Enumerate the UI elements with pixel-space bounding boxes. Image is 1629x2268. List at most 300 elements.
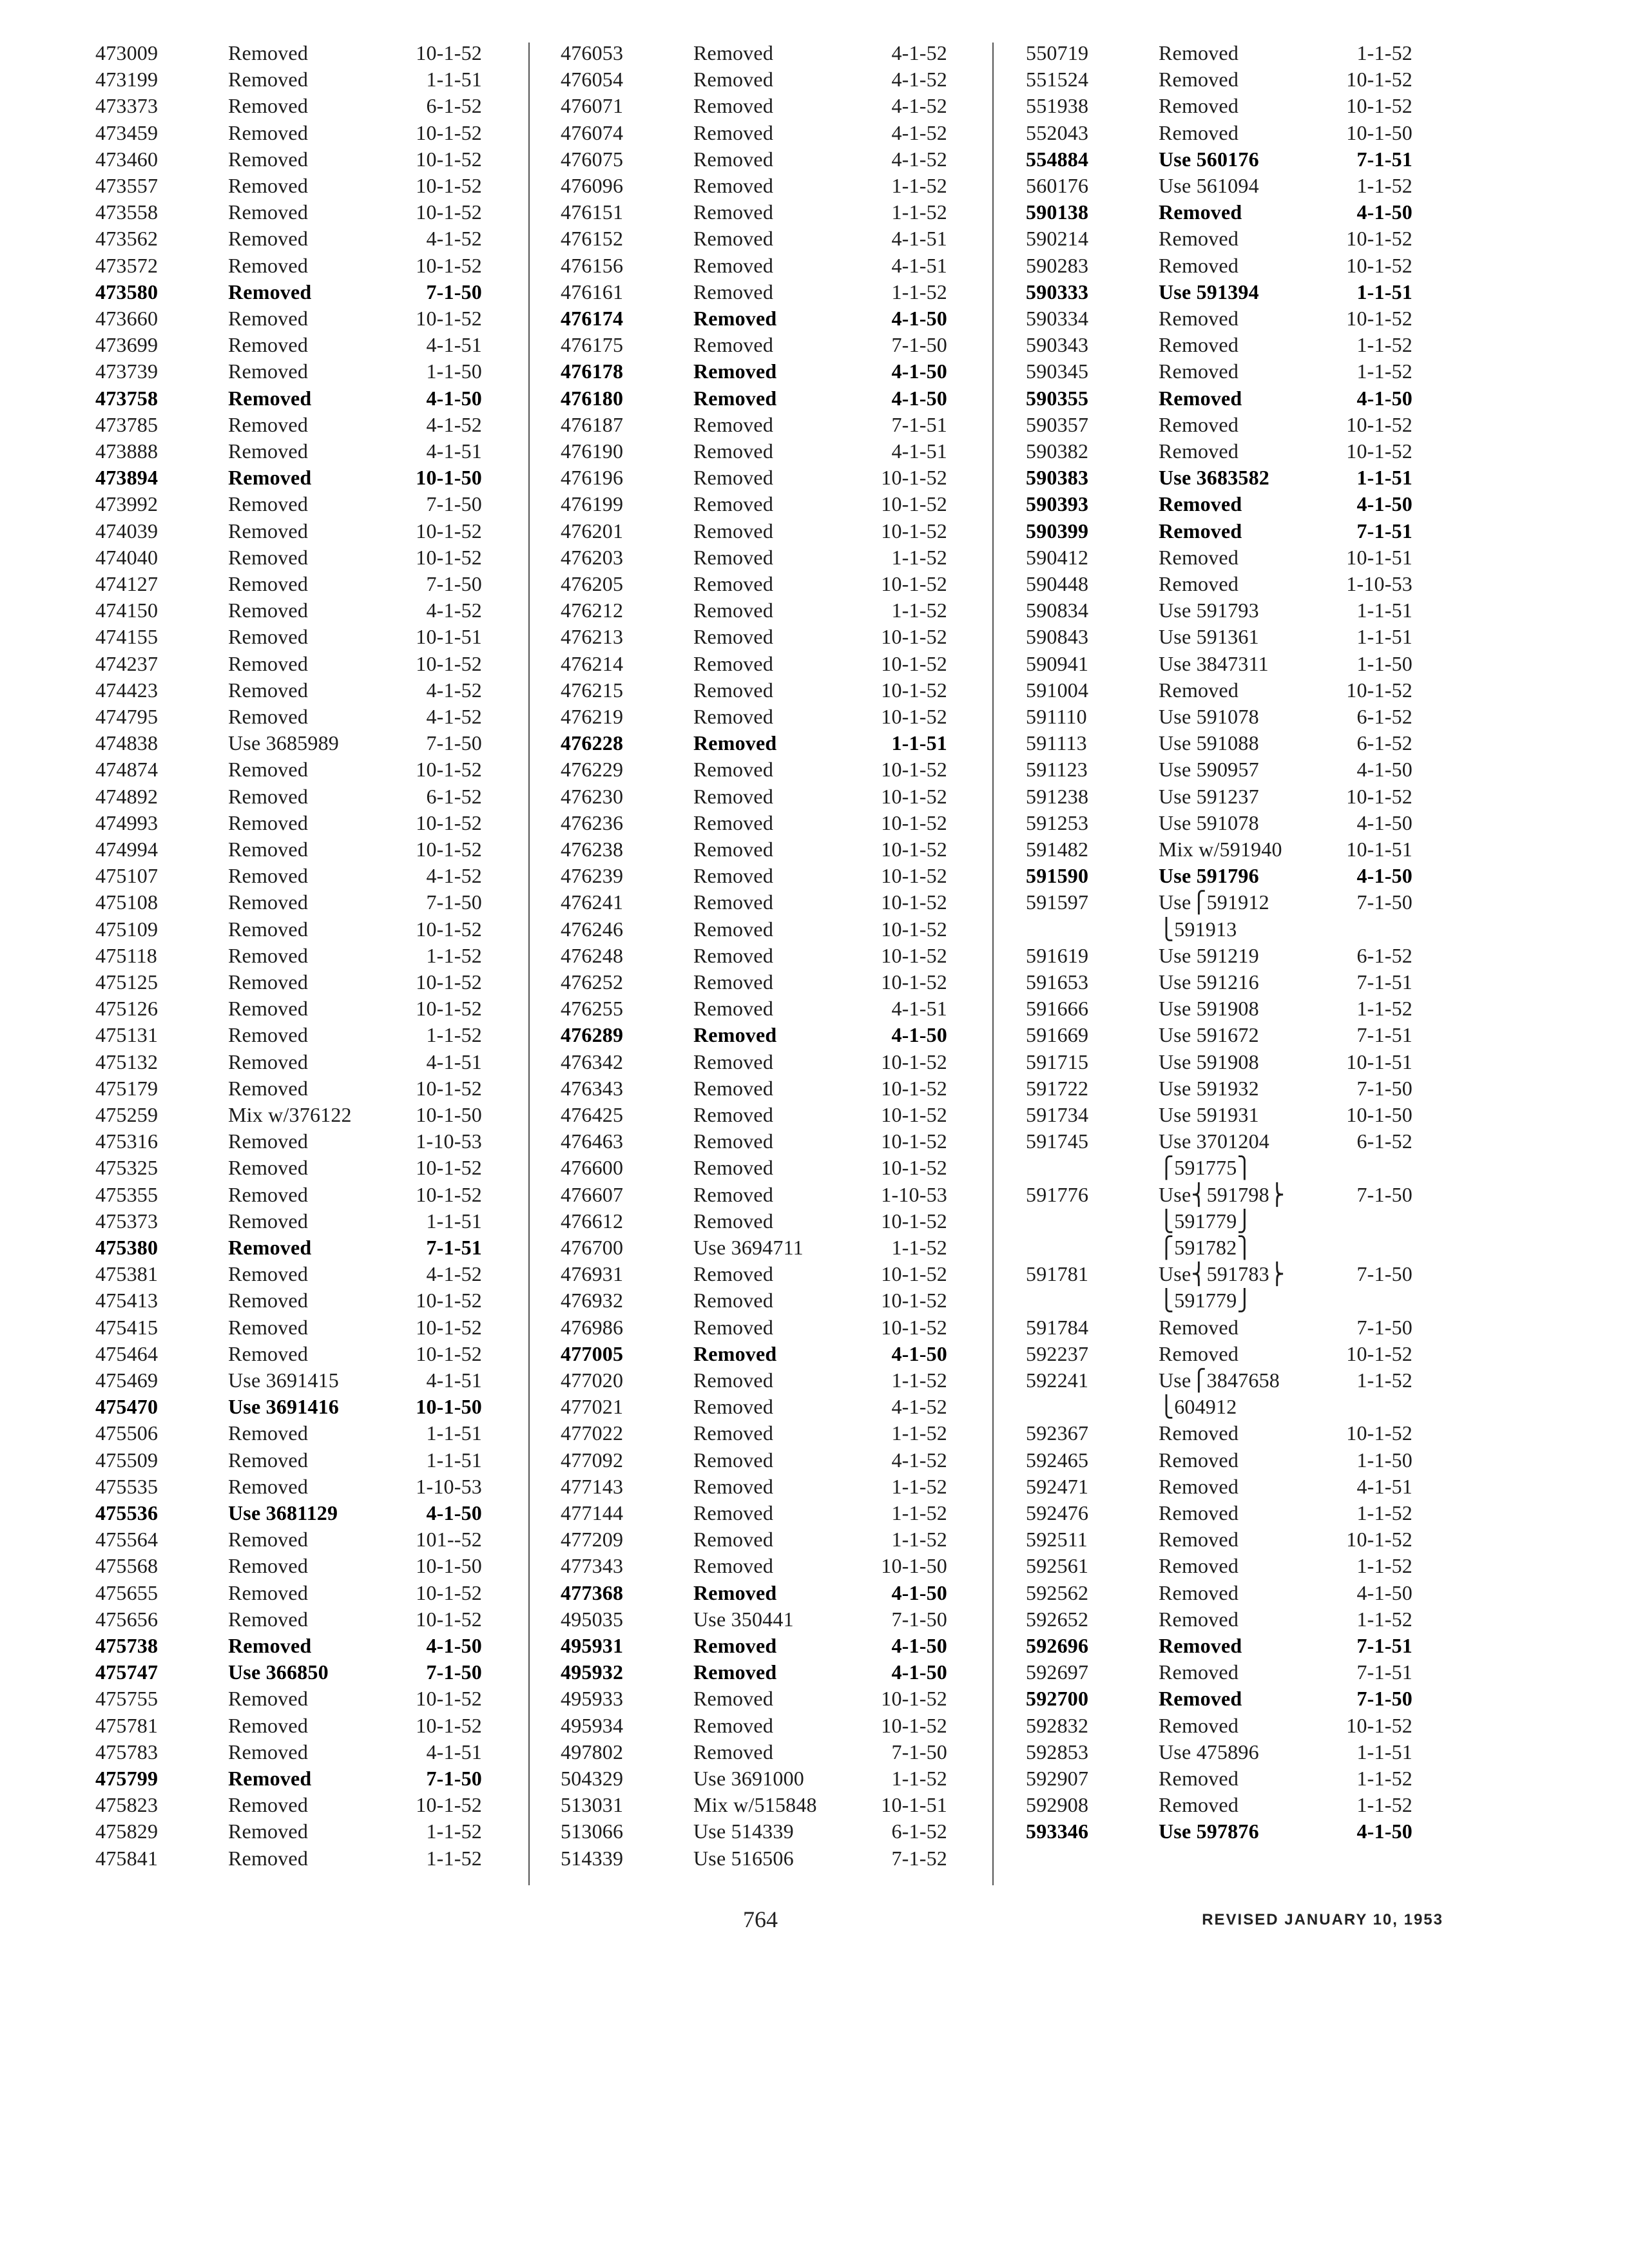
part-number: 592367 — [1026, 1421, 1089, 1445]
part-number: 476096 — [561, 174, 624, 197]
disposition: Removed — [693, 439, 774, 463]
table-row — [1026, 226, 1425, 252]
part-number: 476228 — [561, 731, 624, 755]
table-row — [95, 173, 495, 199]
effective-date: 4-1-51 — [891, 253, 947, 277]
table-row — [561, 40, 960, 66]
effective-date: 10-1-52 — [416, 200, 482, 224]
disposition: Removed — [228, 1341, 309, 1365]
table-row — [1026, 385, 1425, 412]
part-number: 592700 — [1026, 1687, 1089, 1711]
table-row — [95, 1606, 495, 1633]
effective-date: 4-1-50 — [1356, 811, 1412, 834]
disposition: Use 591361 — [1159, 625, 1259, 649]
disposition: Removed — [1159, 412, 1239, 436]
disposition: Removed — [228, 917, 309, 941]
part-number: 591745 — [1026, 1129, 1089, 1153]
disposition: Removed — [693, 1395, 774, 1419]
effective-date: 1-1-50 — [1356, 1448, 1412, 1472]
table-row — [1026, 1447, 1425, 1474]
effective-date: 10-1-50 — [881, 1554, 947, 1578]
effective-date: 10-1-52 — [1346, 253, 1412, 277]
table-row — [1026, 173, 1425, 199]
part-number: 590333 — [1026, 280, 1089, 303]
disposition: Removed — [693, 253, 774, 277]
disposition: Mix w/591940 — [1159, 838, 1282, 861]
part-number: 475413 — [95, 1289, 159, 1312]
table-row — [561, 305, 960, 332]
disposition: Removed — [693, 307, 777, 330]
effective-date: 10-1-52 — [881, 625, 947, 649]
table-row — [561, 1155, 960, 1181]
part-number: 475829 — [95, 1820, 159, 1843]
disposition: Removed — [693, 545, 774, 569]
disposition: Removed — [228, 1236, 312, 1259]
part-number: 495934 — [561, 1713, 624, 1737]
disposition: Use 516506 — [693, 1846, 794, 1870]
disposition: Use 591932 — [1159, 1076, 1259, 1100]
disposition: Removed — [693, 917, 774, 941]
disposition: Removed — [693, 1634, 777, 1657]
effective-date: 10-1-50 — [416, 466, 482, 490]
part-number: 475380 — [95, 1236, 159, 1259]
effective-date: 4-1-50 — [891, 1660, 947, 1684]
part-number: 475132 — [95, 1050, 159, 1073]
part-number: 476236 — [561, 811, 624, 834]
disposition: Removed — [228, 1315, 309, 1339]
effective-date: 1-1-52 — [891, 174, 947, 197]
effective-date: 4-1-51 — [426, 1740, 482, 1763]
table-row — [561, 969, 960, 995]
effective-date: 7-1-50 — [891, 333, 947, 357]
table-row — [95, 332, 495, 358]
disposition: Use⎧591912 — [1159, 890, 1269, 914]
disposition: Removed — [693, 651, 774, 675]
table-row — [1026, 1128, 1425, 1155]
disposition: Removed — [228, 253, 309, 277]
disposition: Removed — [1159, 1660, 1239, 1684]
part-number: 551524 — [1026, 68, 1089, 91]
disposition: Removed — [1159, 1634, 1242, 1657]
part-number: 474127 — [95, 572, 159, 595]
disposition: Use 3691415 — [228, 1369, 339, 1392]
effective-date: 10-1-52 — [416, 1182, 482, 1206]
part-number: 495035 — [561, 1607, 624, 1631]
disposition: Removed — [693, 1660, 777, 1684]
effective-date: 4-1-50 — [426, 386, 482, 410]
effective-date: 4-1-50 — [1356, 864, 1412, 888]
disposition: Removed — [228, 280, 312, 303]
disposition: Use 3691000 — [693, 1767, 804, 1790]
table-row — [561, 1022, 960, 1048]
effective-date: 1-1-52 — [1356, 360, 1412, 383]
part-number: 476161 — [561, 280, 624, 303]
part-number: 475179 — [95, 1076, 159, 1100]
part-number: 476071 — [561, 94, 624, 118]
table-row — [561, 1182, 960, 1208]
effective-date: 4-1-51 — [891, 227, 947, 251]
effective-date: 10-1-52 — [881, 1076, 947, 1100]
effective-date: 4-1-50 — [1356, 758, 1412, 782]
part-number: 476932 — [561, 1289, 624, 1312]
effective-date: 10-1-52 — [416, 758, 482, 782]
part-number: 475755 — [95, 1687, 159, 1711]
effective-date: 4-1-52 — [891, 1448, 947, 1472]
disposition: Use 591216 — [1159, 970, 1259, 994]
disposition: Removed — [1159, 1793, 1239, 1817]
effective-date: 4-1-51 — [426, 439, 482, 463]
part-number: 476248 — [561, 943, 624, 967]
table-row — [1026, 1633, 1425, 1659]
effective-date: 6-1-52 — [1356, 731, 1412, 755]
revision-date: REVISED JANUARY 10, 1953 — [1202, 1911, 1443, 1928]
part-number: 591722 — [1026, 1076, 1089, 1100]
table-row — [95, 597, 495, 624]
effective-date: 4-1-52 — [426, 227, 482, 251]
table-row — [561, 1818, 960, 1845]
effective-date: 10-1-52 — [881, 519, 947, 543]
part-number: 591653 — [1026, 970, 1089, 994]
disposition: Removed — [693, 519, 774, 543]
disposition: Removed — [228, 147, 309, 171]
part-number: 590382 — [1026, 439, 1089, 463]
disposition: Use 3681129 — [228, 1501, 338, 1524]
table-row — [1026, 358, 1425, 385]
effective-date: 4-1-51 — [891, 997, 947, 1021]
effective-date: 1-1-52 — [1356, 1554, 1412, 1578]
table-row — [561, 1420, 960, 1446]
table-row — [95, 836, 495, 863]
disposition: Removed — [228, 1156, 309, 1180]
effective-date: 10-1-51 — [1346, 838, 1412, 861]
table-row — [95, 1474, 495, 1500]
part-number: 495931 — [561, 1634, 624, 1657]
effective-date: 4-1-52 — [891, 147, 947, 171]
disposition: Removed — [693, 1740, 774, 1763]
table-row — [561, 1367, 960, 1394]
disposition: Removed — [693, 68, 774, 91]
table-row — [561, 465, 960, 491]
part-number: 476239 — [561, 864, 624, 888]
table-row — [95, 1633, 495, 1659]
table-row — [95, 1818, 495, 1845]
disposition: Removed — [1159, 1315, 1239, 1339]
disposition: Removed — [1159, 492, 1242, 516]
part-number: 590138 — [1026, 200, 1089, 224]
effective-date: 10-1-52 — [416, 1341, 482, 1365]
effective-date: 6-1-52 — [426, 94, 482, 118]
table-row — [561, 571, 960, 597]
disposition: Removed — [693, 412, 774, 436]
table-row — [95, 305, 495, 332]
effective-date: 1-1-51 — [426, 68, 482, 91]
effective-date: 10-1-52 — [416, 997, 482, 1021]
effective-date: 4-1-52 — [891, 41, 947, 64]
table-row — [1026, 1606, 1425, 1633]
effective-date: 4-1-50 — [426, 1501, 482, 1524]
table-row — [561, 943, 960, 969]
effective-date: 10-1-52 — [881, 1209, 947, 1233]
disposition: Removed — [228, 1209, 309, 1233]
disposition: Removed — [228, 333, 309, 357]
effective-date: 7-1-51 — [1356, 519, 1412, 543]
part-number: 474838 — [95, 731, 159, 755]
part-number: 590448 — [1026, 572, 1089, 595]
part-number: 473660 — [95, 307, 159, 330]
disposition: Use 591793 — [1159, 599, 1259, 622]
table-row — [1026, 120, 1425, 146]
part-number: 497802 — [561, 1740, 624, 1763]
disposition: Use 350441 — [693, 1607, 794, 1631]
part-number: 590834 — [1026, 599, 1089, 622]
disposition: Removed — [228, 1793, 309, 1817]
table-row — [561, 597, 960, 624]
effective-date: 4-1-52 — [426, 678, 482, 702]
table-row — [95, 358, 495, 385]
part-number: 590941 — [1026, 651, 1089, 675]
part-number: 475738 — [95, 1634, 159, 1657]
table-row — [95, 1845, 495, 1872]
part-number: 475470 — [95, 1395, 159, 1419]
effective-date: 10-1-52 — [416, 1581, 482, 1604]
effective-date: 1-1-51 — [426, 1209, 482, 1233]
part-number: 476174 — [561, 307, 624, 330]
effective-date: 1-1-51 — [1356, 599, 1412, 622]
table-row — [1026, 1818, 1425, 1845]
column-divider — [528, 43, 530, 1885]
effective-date: 7-1-51 — [1356, 970, 1412, 994]
effective-date: 1-1-51 — [426, 1448, 482, 1472]
disposition: Mix w/376122 — [228, 1103, 352, 1126]
part-number: 591715 — [1026, 1050, 1089, 1073]
disposition: Removed — [228, 1820, 309, 1843]
table-row — [561, 1128, 960, 1155]
part-number: 476229 — [561, 758, 624, 782]
part-number: 476931 — [561, 1262, 624, 1286]
effective-date: 1-1-52 — [426, 1820, 482, 1843]
disposition: Removed — [228, 94, 309, 118]
part-number: 475469 — [95, 1369, 159, 1392]
table-row — [561, 1075, 960, 1102]
disposition: Removed — [228, 1634, 312, 1657]
disposition: Use 591088 — [1159, 731, 1259, 755]
part-number: 475823 — [95, 1793, 159, 1817]
disposition: Removed — [693, 280, 774, 303]
table-row — [561, 1500, 960, 1526]
disposition: Removed — [1159, 1501, 1239, 1524]
effective-date: 4-1-51 — [1356, 1474, 1412, 1498]
table-row — [1026, 943, 1425, 969]
disposition: Removed — [228, 758, 309, 782]
part-number: 476289 — [561, 1023, 624, 1047]
effective-date: 10-1-52 — [416, 1793, 482, 1817]
table-row — [1026, 677, 1425, 704]
effective-date: 10-1-52 — [1346, 307, 1412, 330]
disposition: Removed — [228, 1129, 309, 1153]
table-row — [1026, 571, 1425, 597]
table-row — [95, 1022, 495, 1048]
effective-date: 1-1-52 — [426, 943, 482, 967]
effective-date: 1-1-51 — [1356, 1740, 1412, 1763]
effective-date: 1-10-53 — [881, 1182, 947, 1206]
effective-date: 10-1-50 — [416, 1554, 482, 1578]
effective-date: 7-1-50 — [426, 731, 482, 755]
part-number: 504329 — [561, 1767, 624, 1790]
disposition: Removed — [693, 1369, 774, 1392]
table-row — [561, 279, 960, 305]
effective-date: 1-1-51 — [1356, 280, 1412, 303]
table-row — [1026, 518, 1425, 544]
part-number: 552043 — [1026, 120, 1089, 144]
table-row — [95, 810, 495, 836]
effective-date: 10-1-52 — [881, 1713, 947, 1737]
table-row — [1026, 438, 1425, 465]
table-row — [1026, 253, 1425, 279]
disposition: Removed — [228, 1528, 309, 1552]
effective-date: 1-1-52 — [1356, 41, 1412, 64]
table-row — [95, 1739, 495, 1765]
part-number: 476252 — [561, 970, 624, 994]
effective-date: 4-1-52 — [426, 705, 482, 728]
disposition: Use 591078 — [1159, 705, 1259, 728]
table-row — [1026, 412, 1425, 438]
effective-date: 7-1-50 — [1356, 890, 1412, 914]
effective-date: 10-1-52 — [416, 120, 482, 144]
table-row — [95, 1155, 495, 1181]
part-number: 592237 — [1026, 1341, 1089, 1365]
disposition: Removed — [1159, 1448, 1239, 1472]
disposition: Use 591908 — [1159, 997, 1259, 1021]
disposition: Removed — [228, 678, 309, 702]
table-row — [561, 1447, 960, 1474]
table-row — [561, 1606, 960, 1633]
table-row — [95, 756, 495, 783]
disposition: Removed — [1159, 1607, 1239, 1631]
disposition: Removed — [1159, 120, 1239, 144]
disposition: Removed — [228, 1740, 309, 1763]
disposition: Removed — [228, 439, 309, 463]
disposition: Removed — [228, 1554, 309, 1578]
effective-date: 10-1-52 — [881, 1687, 947, 1711]
table-row — [561, 1739, 960, 1765]
effective-date: 10-1-52 — [881, 1156, 947, 1180]
effective-date: 7-1-50 — [426, 890, 482, 914]
effective-date: 4-1-52 — [891, 94, 947, 118]
table-row — [561, 1580, 960, 1606]
part-number: 475109 — [95, 917, 159, 941]
table-row — [95, 1580, 495, 1606]
disposition: Removed — [693, 1050, 774, 1073]
effective-date: 10-1-52 — [416, 1713, 482, 1737]
effective-date: 7-1-51 — [1356, 1634, 1412, 1657]
effective-date: 7-1-51 — [891, 412, 947, 436]
disposition: Removed — [228, 784, 309, 808]
disposition: Use 3683582 — [1159, 466, 1269, 490]
effective-date: 4-1-50 — [891, 1634, 947, 1657]
disposition: Mix w/515848 — [693, 1793, 817, 1817]
effective-date: 1-1-52 — [891, 1528, 947, 1552]
effective-date: 10-1-52 — [881, 1050, 947, 1073]
part-number: 476342 — [561, 1050, 624, 1073]
disposition: Removed — [693, 1581, 777, 1604]
table-row — [95, 491, 495, 517]
part-number: 551938 — [1026, 94, 1089, 118]
part-number: 474993 — [95, 811, 159, 834]
effective-date: 1-1-52 — [891, 280, 947, 303]
part-number: 476600 — [561, 1156, 624, 1180]
disposition: Removed — [228, 1607, 309, 1631]
table-row — [1026, 783, 1425, 810]
effective-date: 10-1-52 — [881, 466, 947, 490]
part-number: 592465 — [1026, 1448, 1089, 1472]
effective-date: 1-1-52 — [891, 1501, 947, 1524]
part-number: 592511 — [1026, 1528, 1088, 1552]
part-number: 476196 — [561, 466, 624, 490]
disposition: Removed — [693, 838, 774, 861]
table-row — [1026, 704, 1425, 730]
table-row — [1026, 465, 1425, 491]
part-number: 474040 — [95, 545, 159, 569]
part-number: 476199 — [561, 492, 624, 516]
effective-date: 7-1-50 — [426, 492, 482, 516]
table-row — [561, 1765, 960, 1792]
effective-date: 10-1-50 — [416, 1103, 482, 1126]
effective-date: 10-1-52 — [1346, 68, 1412, 91]
table-row — [95, 385, 495, 412]
disposition: Use 591394 — [1159, 280, 1259, 303]
effective-date: 6-1-52 — [426, 784, 482, 808]
table-row — [95, 1420, 495, 1446]
effective-date: 1-1-52 — [891, 1767, 947, 1790]
disposition: Removed — [228, 492, 309, 516]
table-row — [95, 783, 495, 810]
table-row — [95, 730, 495, 756]
table-row — [561, 1686, 960, 1712]
part-number: 591781 — [1026, 1262, 1089, 1286]
effective-date: 10-1-52 — [1346, 1421, 1412, 1445]
part-number: 476180 — [561, 386, 624, 410]
part-number: 473699 — [95, 333, 159, 357]
effective-date: 10-1-52 — [416, 41, 482, 64]
disposition: Removed — [693, 784, 774, 808]
table-row — [1026, 1182, 1425, 1208]
effective-date: 10-1-52 — [881, 705, 947, 728]
effective-date: 10-1-52 — [881, 970, 947, 994]
part-number: 476425 — [561, 1103, 624, 1126]
disposition: Removed — [693, 1448, 774, 1472]
effective-date: 101--52 — [416, 1528, 482, 1552]
effective-date: 10-1-52 — [881, 651, 947, 675]
part-number: 476986 — [561, 1315, 624, 1339]
table-row — [561, 677, 960, 704]
effective-date: 1-1-52 — [1356, 1767, 1412, 1790]
part-number: 475783 — [95, 1740, 159, 1763]
table-row — [95, 1526, 495, 1553]
table-row — [1026, 1420, 1425, 1446]
effective-date: 10-1-50 — [416, 1395, 482, 1419]
part-number: 474795 — [95, 705, 159, 728]
part-number: 475355 — [95, 1182, 159, 1206]
effective-date: 4-1-50 — [1356, 200, 1412, 224]
disposition: Removed — [228, 1767, 312, 1790]
effective-date: 10-1-52 — [416, 811, 482, 834]
effective-date: 10-1-52 — [416, 970, 482, 994]
table-row — [95, 120, 495, 146]
disposition: Removed — [1159, 360, 1239, 383]
disposition: Removed — [228, 200, 309, 224]
table-row — [1026, 1500, 1425, 1526]
part-number: 476205 — [561, 572, 624, 595]
